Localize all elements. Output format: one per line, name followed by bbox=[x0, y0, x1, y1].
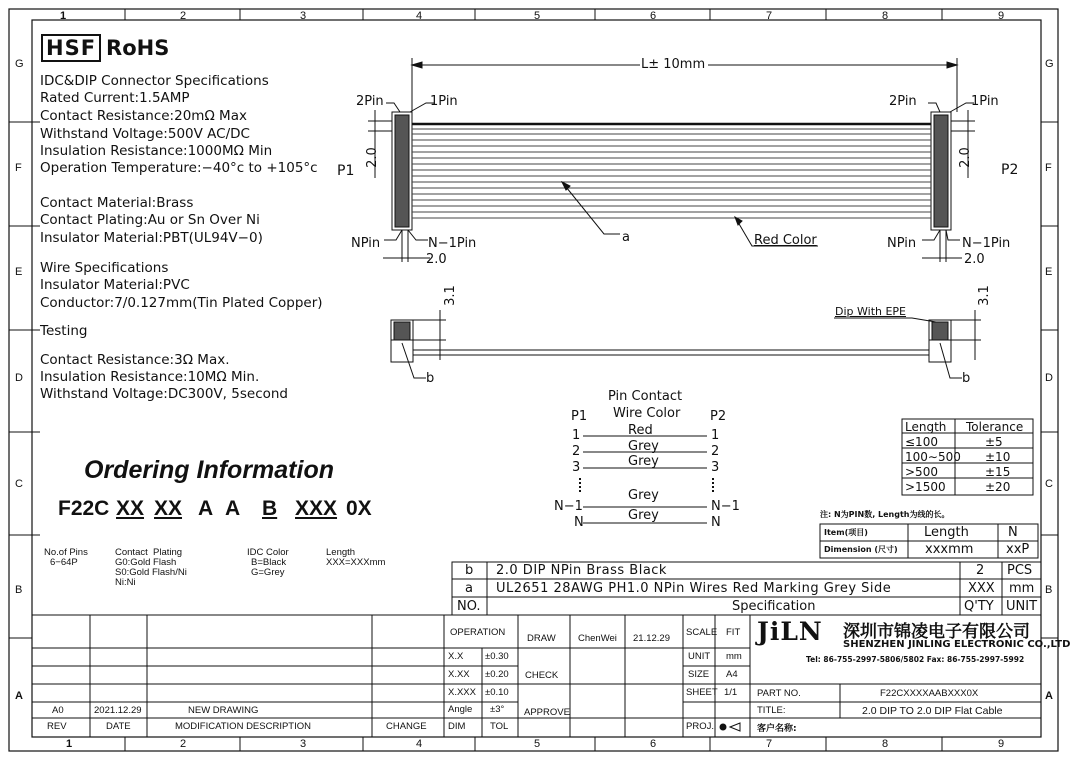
dim-right: 2.0 bbox=[964, 252, 985, 267]
col-label-8-bottom: 8 bbox=[882, 738, 889, 750]
spec-line: Contact Resistance:3Ω Max. bbox=[40, 352, 230, 368]
tolerance-header: Tolerance bbox=[966, 420, 1024, 434]
wire-color: Red bbox=[628, 423, 653, 438]
spec-line: IDC&DIP Connector Specifications bbox=[40, 73, 269, 89]
tb-xx: X.X bbox=[448, 651, 464, 662]
bom-id: a bbox=[465, 581, 473, 596]
spec-line: Insulation Resistance:10MΩ Min. bbox=[40, 369, 260, 385]
code-color: B bbox=[262, 497, 278, 520]
tb-unit-val: mm bbox=[726, 651, 742, 662]
change-header: CHANGE bbox=[386, 721, 427, 732]
p2-label: P2 bbox=[1001, 162, 1019, 178]
pin-left: N−1 bbox=[554, 499, 583, 514]
row-label-e-right: E bbox=[1045, 266, 1053, 278]
legend-s0: S0:Gold bbox=[115, 567, 150, 578]
tb-dim: DIM bbox=[448, 721, 466, 732]
tb-check: CHECK bbox=[525, 670, 559, 681]
legend-color bbox=[247, 548, 289, 578]
row-label-a-right: A bbox=[1045, 690, 1053, 702]
tb-xxxx-tol: ±0.10 bbox=[485, 687, 509, 698]
dip-epe-label: Dip With EPE bbox=[835, 305, 907, 318]
legend-pins bbox=[44, 548, 88, 568]
tb-xxx: X.XX bbox=[448, 669, 470, 680]
callout-a: a bbox=[622, 230, 630, 245]
row-label-a: A bbox=[15, 690, 23, 702]
tb-scale: SCALE bbox=[686, 627, 718, 638]
tolerance-cell: ±5 bbox=[985, 435, 1003, 449]
spec-line: Conductor:7/0.127mm(Tin Plated Copper) bbox=[40, 295, 323, 311]
part-no: F22CXXXXAABXXX0X bbox=[880, 688, 979, 699]
col-label-9-bottom: 9 bbox=[998, 738, 1005, 750]
spec-line: Rated Current:1.5AMP bbox=[40, 90, 190, 106]
company-contact: Tel: 86-755-2997-5806/5802 Fax: 86-755-2997-5992 bbox=[806, 655, 1025, 664]
spec-line: Withstand Voltage:DC300V, 5second bbox=[40, 386, 288, 402]
tolerance-cell: ±20 bbox=[985, 480, 1011, 494]
height-left: 3.1 bbox=[442, 285, 458, 306]
spec-line: Contact Material:Brass bbox=[40, 195, 194, 211]
col-label-7-bottom: 7 bbox=[766, 738, 773, 750]
tb-proj: PROJ. bbox=[686, 721, 714, 732]
col-label-5: 5 bbox=[534, 10, 541, 22]
spec-line: Insulator Material:PBT(UL94V−0) bbox=[40, 230, 263, 246]
legend-contact: Contact bbox=[115, 547, 148, 558]
note-val-n: xxP bbox=[1006, 542, 1030, 557]
dim-left: 2.0 bbox=[426, 252, 447, 267]
row-label-d: D bbox=[15, 372, 23, 384]
description-header: MODIFICATION DESCRIPTION bbox=[175, 721, 311, 732]
pin-left: 3 bbox=[572, 460, 581, 475]
code-pins: XX bbox=[116, 497, 145, 520]
pin-right: 3 bbox=[711, 460, 720, 475]
col-label-3-bottom: 3 bbox=[300, 738, 307, 750]
spec-line: Wire Specifications bbox=[40, 260, 169, 276]
rohs-mark bbox=[41, 36, 169, 60]
length-dimension: L± 10mm bbox=[641, 57, 706, 72]
tolerance-cell: >1500 bbox=[905, 480, 946, 494]
row-label-b: B bbox=[15, 584, 23, 596]
pitch-right: 2.0 bbox=[957, 147, 973, 168]
projection-symbol bbox=[720, 723, 740, 731]
legend-plating-label: Plating bbox=[153, 547, 183, 558]
ordering-title: Ordering Information bbox=[84, 456, 334, 484]
tb-operation: OPERATION bbox=[450, 627, 506, 638]
row-label-d-right: D bbox=[1045, 372, 1053, 384]
col-label-9: 9 bbox=[998, 10, 1005, 22]
legend-s0-val: Flash/Ni bbox=[151, 567, 187, 578]
tb-angle: Angle bbox=[448, 704, 473, 715]
note-text: 注: N为PIN数, Length为线的长。 bbox=[820, 510, 950, 519]
drawing-title: 2.0 DIP TO 2.0 DIP Flat Cable bbox=[862, 705, 1003, 717]
rev-date: 2021.12.29 bbox=[94, 705, 142, 716]
col-label-1-bottom: 1 bbox=[66, 738, 73, 750]
col-label-2: 2 bbox=[180, 10, 187, 22]
pin-left: N bbox=[574, 515, 584, 530]
rev-description: NEW DRAWING bbox=[188, 705, 259, 716]
col-label-2-bottom: 2 bbox=[180, 738, 187, 750]
tb-draw: DRAW bbox=[527, 633, 556, 644]
pin1-left-label: 1Pin bbox=[430, 94, 458, 109]
legend-color-label: IDC Color bbox=[247, 547, 289, 558]
bom-spec: 2.0 DIP NPin Brass Black bbox=[496, 563, 667, 578]
part-no-label: PART NO. bbox=[757, 688, 801, 699]
col-label-7: 7 bbox=[766, 10, 773, 22]
pin-right: N bbox=[711, 515, 721, 530]
note-col-n: N bbox=[1008, 525, 1018, 540]
pin-right: N−1 bbox=[711, 499, 740, 514]
row-label-g: G bbox=[15, 58, 24, 70]
company-name-en: SHENZHEN JINLING ELECTRONIC CO.,LTD bbox=[843, 639, 1071, 650]
spec-line: Contact Resistance:20mΩ Max bbox=[40, 108, 247, 124]
legend-g0-val: Flash bbox=[153, 557, 177, 568]
col-label-6: 6 bbox=[650, 10, 657, 22]
col-label-5-bottom: 5 bbox=[534, 738, 541, 750]
legend-length-val: XXX=XXXmm bbox=[326, 557, 386, 568]
spec-line: Contact Plating:Au or Sn Over Ni bbox=[40, 212, 260, 228]
p1-label: P1 bbox=[337, 163, 355, 179]
bom-header-spec: Specification bbox=[732, 599, 816, 614]
bom-header-no: NO. bbox=[457, 599, 481, 614]
col-label-4: 4 bbox=[416, 10, 423, 22]
legend-length-label: Length bbox=[326, 547, 356, 558]
bom-id: b bbox=[465, 563, 474, 578]
tb-approve: APPROVE bbox=[524, 707, 570, 718]
code-plating: XX bbox=[154, 497, 183, 520]
tolerance-cell: ±15 bbox=[985, 465, 1011, 479]
title-label: TITLE: bbox=[757, 705, 786, 716]
company-name-cn: 深圳市锦凌电子有限公司 bbox=[843, 622, 1030, 642]
customer-label: 客户名称: bbox=[757, 724, 797, 734]
legend-black: B=Black bbox=[251, 557, 287, 568]
hsf-badge: HSF bbox=[41, 34, 101, 62]
tb-size-val: A4 bbox=[726, 669, 738, 680]
npin-left-label: NPin bbox=[351, 236, 381, 251]
code-series: F22C bbox=[58, 497, 110, 520]
row-label-c-right: C bbox=[1045, 478, 1053, 490]
spec-line: Insulation Resistance:1000MΩ Min bbox=[40, 143, 273, 159]
bom-unit: PCS bbox=[1007, 563, 1033, 578]
pin1-right-label: 1Pin bbox=[971, 94, 999, 109]
row-label-f: F bbox=[15, 162, 22, 174]
bom-header-qty: Q'TY bbox=[964, 599, 994, 614]
spec-line: Insulator Material:PVC bbox=[40, 277, 190, 293]
code-a2: A bbox=[225, 497, 241, 520]
bom-spec: UL2651 28AWG PH1.0 NPin Wires Red Marking Grey Side bbox=[496, 581, 892, 596]
tb-xx-tol: ±0.30 bbox=[485, 651, 509, 662]
rev-value: A0 bbox=[52, 705, 64, 716]
pin-left: 1 bbox=[572, 428, 581, 443]
rev-header: REV bbox=[47, 721, 67, 732]
tb-draw-date: 21.12.29 bbox=[633, 633, 670, 644]
col-label-6-bottom: 6 bbox=[650, 738, 657, 750]
tb-scale-val: FIT bbox=[726, 627, 741, 638]
tb-xxxx: X.XXX bbox=[448, 687, 476, 698]
legend-pins-range: 6−64P bbox=[50, 557, 78, 568]
tb-tol: TOL bbox=[490, 721, 509, 732]
code-a1: A bbox=[198, 497, 214, 520]
note-val-length: xxxmm bbox=[925, 542, 974, 557]
rohs-label: RoHS bbox=[106, 36, 170, 60]
pin2-left-label: 2Pin bbox=[356, 94, 384, 109]
bom-qty: XXX bbox=[968, 581, 995, 596]
code-suffix: 0X bbox=[346, 497, 372, 520]
tb-sheet-val: 1/1 bbox=[724, 687, 738, 698]
tb-xxx-tol: ±0.20 bbox=[485, 669, 509, 680]
spec-line: Testing bbox=[40, 323, 88, 339]
tolerance-cell: ±10 bbox=[985, 450, 1011, 464]
row-label-g-right: G bbox=[1045, 58, 1054, 70]
tb-sheet: SHEET bbox=[686, 687, 718, 698]
bom-header-unit: UNIT bbox=[1006, 599, 1038, 614]
note-col-length: Length bbox=[924, 525, 969, 540]
col-label-8: 8 bbox=[882, 10, 889, 22]
pin-contact-p2: P2 bbox=[710, 409, 727, 424]
callout-b-right: b bbox=[962, 371, 971, 386]
pin-right: 1 bbox=[711, 428, 720, 443]
pin-contact-title: Pin Contact bbox=[608, 389, 683, 404]
col-label-3: 3 bbox=[300, 10, 307, 22]
height-right: 3.1 bbox=[976, 285, 992, 306]
note-dim-label: Dimension (尺寸) bbox=[824, 545, 898, 554]
tolerance-cell: 100∼500 bbox=[905, 450, 961, 464]
legend-g0: G0:Gold bbox=[115, 557, 151, 568]
wire-color: Grey bbox=[628, 488, 659, 503]
bom-unit: mm bbox=[1009, 581, 1035, 596]
red-color-label: Red Color bbox=[754, 233, 817, 248]
tb-size: SIZE bbox=[688, 669, 710, 680]
code-length: XXX bbox=[295, 497, 338, 520]
row-label-e: E bbox=[15, 266, 23, 278]
wire-color-title: Wire Color bbox=[613, 406, 681, 421]
pin-right: 2 bbox=[711, 444, 720, 459]
spec-line: Operation Temperature:−40°c to +105°c bbox=[40, 160, 318, 176]
col-label-1: 1 bbox=[60, 10, 67, 22]
npin-right-label: NPin bbox=[887, 236, 917, 251]
legend-length bbox=[326, 548, 385, 568]
legend-grey: G=Grey bbox=[251, 567, 285, 578]
pitch-left: 2.0 bbox=[364, 147, 380, 168]
row-label-b-right: B bbox=[1045, 584, 1053, 596]
col-label-4-bottom: 4 bbox=[416, 738, 423, 750]
spec-line: Withstand Voltage:500V AC/DC bbox=[40, 126, 250, 142]
company-logo: JiLN bbox=[757, 617, 823, 646]
pin2-right-label: 2Pin bbox=[889, 94, 917, 109]
pin-contact-p1: P1 bbox=[571, 409, 588, 424]
date-header: DATE bbox=[106, 721, 131, 732]
tb-unit: UNIT bbox=[688, 651, 711, 662]
tb-angle-tol: ±3° bbox=[490, 704, 505, 715]
tolerance-cell: ≤100 bbox=[905, 435, 938, 449]
wire-color: Grey bbox=[628, 454, 659, 469]
wire-color: Grey bbox=[628, 439, 659, 454]
n1pin-right-label: N−1Pin bbox=[962, 236, 1011, 251]
wire-color: Grey bbox=[628, 508, 659, 523]
legend-plating bbox=[115, 548, 187, 588]
tolerance-header: Length bbox=[905, 420, 947, 434]
tolerance-cell: >500 bbox=[905, 465, 938, 479]
tb-drawer: ChenWei bbox=[578, 633, 617, 644]
legend-pins-label: No.of Pins bbox=[44, 547, 88, 558]
row-label-c: C bbox=[15, 478, 23, 490]
note-item-label: Item(项目) bbox=[824, 528, 868, 537]
bom-qty: 2 bbox=[976, 563, 985, 578]
callout-b-left: b bbox=[426, 371, 435, 386]
legend-nini: Ni:Ni bbox=[115, 577, 136, 588]
n1pin-left-label: N−1Pin bbox=[428, 236, 477, 251]
row-label-f-right: F bbox=[1045, 162, 1052, 174]
pin-left: 2 bbox=[572, 444, 581, 459]
